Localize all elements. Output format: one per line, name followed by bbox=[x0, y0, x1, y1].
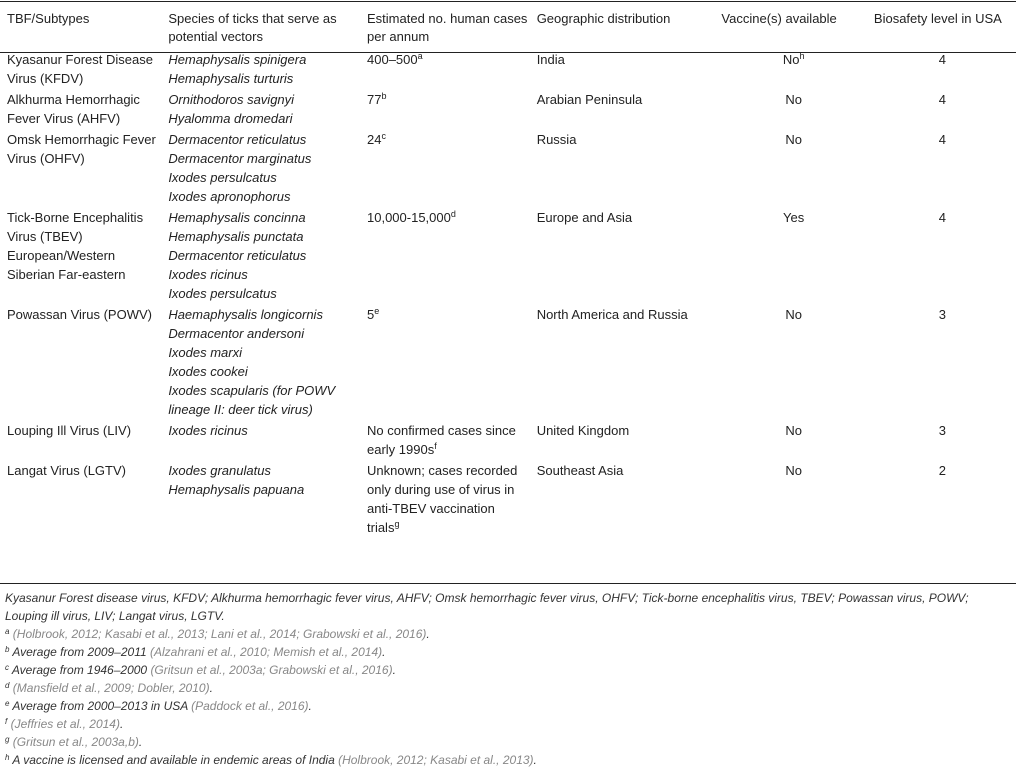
cell-bsl: 4 bbox=[938, 132, 946, 147]
cases-value: 77 bbox=[367, 92, 382, 107]
footnote-reference: (Mansfield et al., 2009; Dobler, 2010) bbox=[12, 681, 210, 695]
cell-vaccine bbox=[717, 90, 870, 130]
vaccine-value: No bbox=[785, 423, 802, 438]
cases-footnote-mark: c bbox=[381, 131, 386, 141]
footnote-mark: b bbox=[5, 645, 10, 654]
table-row bbox=[0, 421, 1016, 461]
tick-species: Dermacentor reticulatus bbox=[168, 248, 307, 263]
tick-species: Hemaphysalis turturis bbox=[168, 71, 294, 86]
footnote bbox=[5, 733, 1013, 751]
tick-species: Ixodes scapularis (for POWV lineage II: deer tick virus) bbox=[168, 383, 336, 417]
table-footnotes bbox=[5, 589, 1013, 769]
footnote-mark: a bbox=[5, 627, 10, 636]
footnote-end: . bbox=[308, 699, 312, 713]
cases-value: Unknown; cases recorded only during use of virus in anti-TBEV vaccination trials bbox=[367, 463, 518, 535]
tick-species: Ornithodoros savignyi bbox=[168, 92, 295, 107]
table-row bbox=[0, 90, 1016, 130]
cell-bsl: 2 bbox=[938, 463, 946, 478]
cases-footnote-mark: e bbox=[374, 306, 380, 316]
tick-species: Hemaphysalis punctata bbox=[168, 229, 304, 244]
footnote-abbreviations: Kyasanur Forest disease virus, KFDV; Alkhurma hemorrhagic fever virus, AHFV; Omsk hemorrhagic fever virus, OHFV; Tick-borne encephalitis virus, TBEV; Powassan virus, POWV; Louping ill virus, LIV; Langat virus, LGTV. bbox=[5, 591, 969, 623]
cell-subtype: Tick-Borne Encephalitis Virus (TBEV) European/Western Siberian Far-eastern bbox=[7, 210, 144, 282]
tick-species: Hemaphysalis spinigera bbox=[168, 52, 307, 67]
tick-species: Dermacentor reticulatus bbox=[168, 132, 307, 147]
tick-species: Ixodes apronophorus bbox=[168, 189, 291, 204]
tick-species: Ixodes ricinus bbox=[168, 267, 248, 282]
cell-ticks bbox=[164, 208, 363, 305]
cases-value: 400–500 bbox=[367, 52, 418, 67]
cell-bsl: 3 bbox=[938, 423, 946, 438]
cell-cases bbox=[363, 130, 533, 208]
cell-geo: Arabian Peninsula bbox=[536, 92, 643, 107]
cell-geo: Southeast Asia bbox=[536, 463, 624, 478]
cell-geo: Russia bbox=[536, 132, 577, 147]
cell-subtype: Alkhurma Hemorrhagic Fever Virus (AHFV) bbox=[7, 92, 140, 126]
cases-value: 5 bbox=[367, 307, 375, 322]
tick-species: Dermacentor marginatus bbox=[168, 151, 312, 166]
cell-bsl: 4 bbox=[938, 52, 946, 67]
cell-ticks bbox=[164, 421, 363, 461]
tick-species: Ixodes ricinus bbox=[168, 423, 248, 438]
table-header-row bbox=[0, 0, 1016, 50]
vaccine-footnote-mark: h bbox=[799, 51, 805, 61]
cell-ticks bbox=[164, 90, 363, 130]
footnote-mark: c bbox=[5, 663, 9, 672]
cases-footnote-mark: d bbox=[450, 209, 456, 219]
table-row bbox=[0, 461, 1016, 549]
footnote-mark: h bbox=[5, 753, 10, 762]
cases-value: 10,000-15,000 bbox=[367, 210, 451, 225]
footnote-end: . bbox=[119, 717, 124, 731]
footnote-mark: g bbox=[5, 735, 10, 744]
footnote-text: Average from 2009–2011 bbox=[12, 645, 150, 659]
tick-species: Haemaphysalis longicornis bbox=[168, 307, 323, 322]
table-row bbox=[0, 50, 1016, 90]
cell-subtype: Louping Ill Virus (LIV) bbox=[7, 423, 132, 438]
cell-subtype: Kyasanur Forest Disease Virus (KFDV) bbox=[7, 52, 153, 86]
cell-vaccine bbox=[717, 208, 870, 305]
cell-geo: North America and Russia bbox=[536, 307, 688, 322]
footnote bbox=[5, 625, 1013, 643]
cell-cases bbox=[363, 305, 533, 421]
footnote-end: . bbox=[392, 663, 396, 677]
tick-species: Hemaphysalis papuana bbox=[168, 482, 305, 497]
tick-species: Ixodes persulcatus bbox=[168, 170, 277, 185]
cases-footnote-mark: b bbox=[381, 91, 387, 101]
footnote-mark: d bbox=[5, 681, 10, 690]
header-cases: Estimated no. human cases per annum bbox=[367, 11, 528, 44]
footnote-reference: (Gritsun et al., 2003a,b) bbox=[12, 735, 139, 749]
cell-subtype: Omsk Hemorrhagic Fever Virus (OHFV) bbox=[7, 132, 156, 166]
cell-ticks bbox=[164, 50, 363, 90]
vaccine-value: No bbox=[785, 92, 802, 107]
cell-cases bbox=[363, 421, 533, 461]
tick-species: Hyalomma dromedari bbox=[168, 111, 293, 126]
footnote-reference: (Paddock et al., 2016) bbox=[191, 699, 309, 713]
cell-cases bbox=[363, 208, 533, 305]
tick-species: Dermacentor andersoni bbox=[168, 326, 305, 341]
vaccine-value: No bbox=[782, 52, 800, 67]
tick-species: Ixodes marxi bbox=[168, 345, 243, 360]
footnote-end: . bbox=[138, 735, 143, 749]
header-subtype: TBF/Subtypes bbox=[7, 11, 90, 26]
cell-vaccine bbox=[717, 461, 870, 549]
footnote-reference: (Holbrook, 2012; Kasabi et al., 2013) bbox=[338, 753, 534, 767]
cell-bsl: 3 bbox=[938, 307, 946, 322]
cell-vaccine bbox=[717, 50, 870, 90]
header-ticks: Species of ticks that serve as potential vectors bbox=[168, 11, 337, 44]
footnote bbox=[5, 661, 1013, 679]
header-vaccine: Vaccine(s) available bbox=[721, 11, 837, 26]
cell-cases bbox=[363, 50, 533, 90]
footnote bbox=[5, 643, 1013, 661]
table-row bbox=[0, 208, 1016, 305]
footnote-mark: f bbox=[5, 717, 8, 726]
cell-subtype: Langat Virus (LGTV) bbox=[7, 463, 126, 478]
table-row bbox=[0, 130, 1016, 208]
footnote-mark: e bbox=[5, 699, 10, 708]
footnote-text: Average from 1946–2000 bbox=[11, 663, 151, 677]
cases-footnote-mark: f bbox=[434, 441, 437, 451]
footnote-end: . bbox=[533, 753, 537, 767]
cell-cases bbox=[363, 461, 533, 549]
footnote bbox=[5, 679, 1013, 697]
footnote-text: Average from 2000–2013 in USA bbox=[12, 699, 192, 713]
cell-geo: Europe and Asia bbox=[536, 210, 633, 225]
cell-ticks bbox=[164, 305, 363, 421]
cases-footnote-mark: g bbox=[394, 519, 400, 529]
footnote-end: . bbox=[382, 645, 386, 659]
cell-bsl: 4 bbox=[938, 92, 946, 107]
header-geo: Geographic distribution bbox=[536, 11, 671, 26]
header-bsl: Biosafety level in USA bbox=[873, 11, 1002, 26]
footnote-end: . bbox=[209, 681, 213, 695]
footnote-end: . bbox=[426, 627, 430, 641]
vaccine-value: No bbox=[785, 132, 802, 147]
cases-footnote-mark: a bbox=[417, 51, 423, 61]
tick-species: Ixodes cookei bbox=[168, 364, 248, 379]
cell-bsl: 4 bbox=[938, 210, 946, 225]
cell-subtype: Powassan Virus (POWV) bbox=[7, 307, 152, 322]
footnote bbox=[5, 715, 1013, 733]
table-bottom-rule bbox=[0, 583, 1016, 584]
cell-geo: United Kingdom bbox=[536, 423, 630, 438]
tick-species: Ixodes granulatus bbox=[168, 463, 271, 478]
tick-species: Hemaphysalis concinna bbox=[168, 210, 306, 225]
footnote-reference: (Alzahrani et al., 2010; Memish et al., 2014) bbox=[150, 645, 383, 659]
footnote-reference: (Holbrook, 2012; Kasabi et al., 2013; Lani et al., 2014; Grabowski et al., 2016) bbox=[12, 627, 427, 641]
cell-cases bbox=[363, 90, 533, 130]
cell-vaccine bbox=[717, 421, 870, 461]
footnote bbox=[5, 751, 1013, 769]
table-row bbox=[0, 305, 1016, 421]
cell-geo: India bbox=[536, 52, 565, 67]
footnote-text: A vaccine is licensed and available in endemic areas of India bbox=[12, 753, 339, 767]
vaccine-value: No bbox=[785, 463, 802, 478]
footnote-reference: (Jeffries et al., 2014) bbox=[10, 717, 120, 731]
footnote-reference: (Gritsun et al., 2003a; Grabowski et al., 2016) bbox=[150, 663, 393, 677]
cell-ticks bbox=[164, 461, 363, 549]
footnote bbox=[5, 697, 1013, 715]
vaccine-value: No bbox=[785, 307, 802, 322]
cell-vaccine bbox=[717, 130, 870, 208]
tick-species: Ixodes persulcatus bbox=[168, 286, 277, 301]
cases-value: 24 bbox=[367, 132, 382, 147]
cell-vaccine bbox=[717, 305, 870, 421]
cell-ticks bbox=[164, 130, 363, 208]
cases-value: No confirmed cases since early 1990s bbox=[367, 423, 516, 457]
vaccine-value: Yes bbox=[783, 210, 805, 225]
